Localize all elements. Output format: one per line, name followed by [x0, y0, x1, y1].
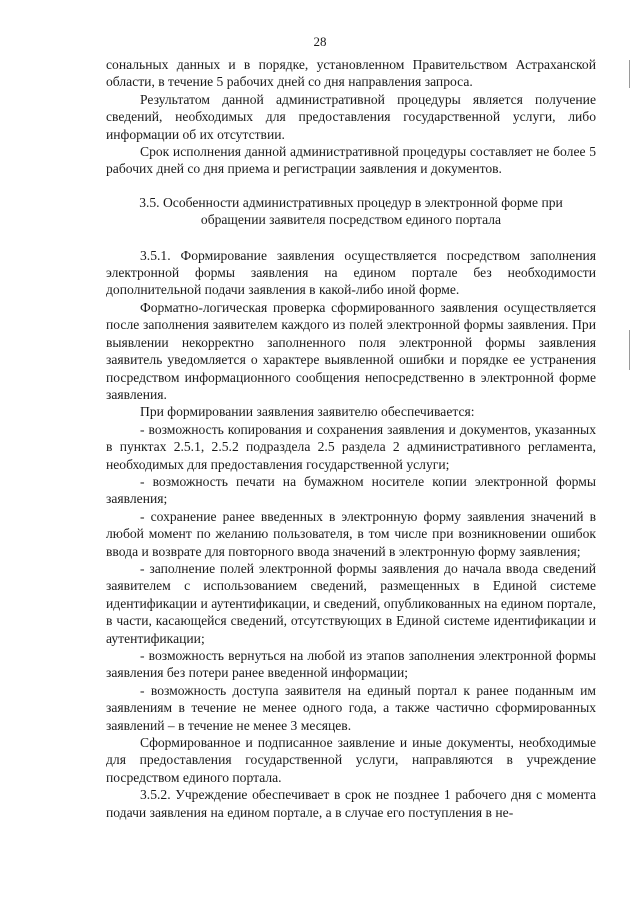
list-item: - возможность копирования и сохранения заявления и документов, указанных в пунктах 2.5.1, 2.5.2 подраздела 2.5 раздела 2 административного регламента, необходимых для предоставления государственной услуги; — [106, 421, 596, 472]
paragraph-submission: Сформированное и подписанное заявление и иные документы, необходимые для предоставления государственной услуги, направляются в учреждение посредством единого портала. — [106, 735, 596, 785]
page-number: 28 — [313, 34, 327, 49]
scan-mark — [629, 330, 630, 370]
section-heading: 3.5. Особенности административных процедур в электронной форме при обращении заявителя посредством единого портала — [139, 194, 563, 228]
paragraph-result: Результатом данной административной процедуры является получение сведений, необходимых для предоставления государственной услуги, либо информации об их отсутствии. — [106, 91, 596, 142]
list-item: - сохранение ранее введенных в электронную форму заявления значений в любой момент по желанию пользователя, в том числе при возникновении ошибок ввода и возврате для повторного ввода значений в электронную форму заявления; — [106, 508, 596, 559]
paragraph-3-5-2: 3.5.2. Учреждение обеспечивает в срок не позднее 1 рабочего дня с момента подачи заявления на едином портале, а в случае его поступления в не- — [106, 787, 596, 820]
page-body — [106, 56, 596, 821]
list-item: - возможность печати на бумажном носителе копии электронной формы заявления; — [106, 473, 596, 507]
list-item: - заполнение полей электронной формы заявления до начала ввода сведений заявителем с использованием сведений, размещенных в Единой системе идентификации и аутентификации, и сведений, опубликованных на едином портале, в части, касающейся сведений, отсутствующих в Единой системе идентификации и аутентификации; — [106, 560, 596, 646]
list-item: - возможность вернуться на любой из этапов заполнения электронной формы заявления без потери ранее введенной информации; — [106, 648, 596, 681]
paragraph-continuation: сональных данных и в порядке, установленном Правительством Астраханской области, в течение 5 рабочих дней со дня направления запроса. — [106, 57, 596, 90]
paragraph-list-intro: При формировании заявления заявителю обеспечивается: — [140, 404, 475, 420]
list-item: - возможность доступа заявителя на единый портал к ранее поданным им заявлениям в течение не менее одного года, а также частично сформированных заявлений – в течение не менее 3 месяцев. — [106, 682, 596, 733]
paragraph-format-check: Форматно-логическая проверка сформированного заявления осуществляется после заполнения заявителем каждого из полей электронной формы заявления. При выявлении некорректно заполненного поля электронной формы заявления заявитель уведомляется о характере выявленной ошибки и порядке ее устранения посредством информационного сообщения непосредственно в электронной форме заявления. — [106, 299, 596, 402]
paragraph-3-5-1: 3.5.1. Формирование заявления осуществляется посредством заполнения электронной формы заявления на едином портале без необходимости дополнительной подачи заявления в какой-либо иной форме. — [106, 247, 596, 298]
scan-mark — [629, 60, 630, 88]
paragraph-term: Срок исполнения данной административной процедуры составляет не более 5 рабочих дней со дня приема и регистрации заявления и документов. — [106, 144, 596, 177]
